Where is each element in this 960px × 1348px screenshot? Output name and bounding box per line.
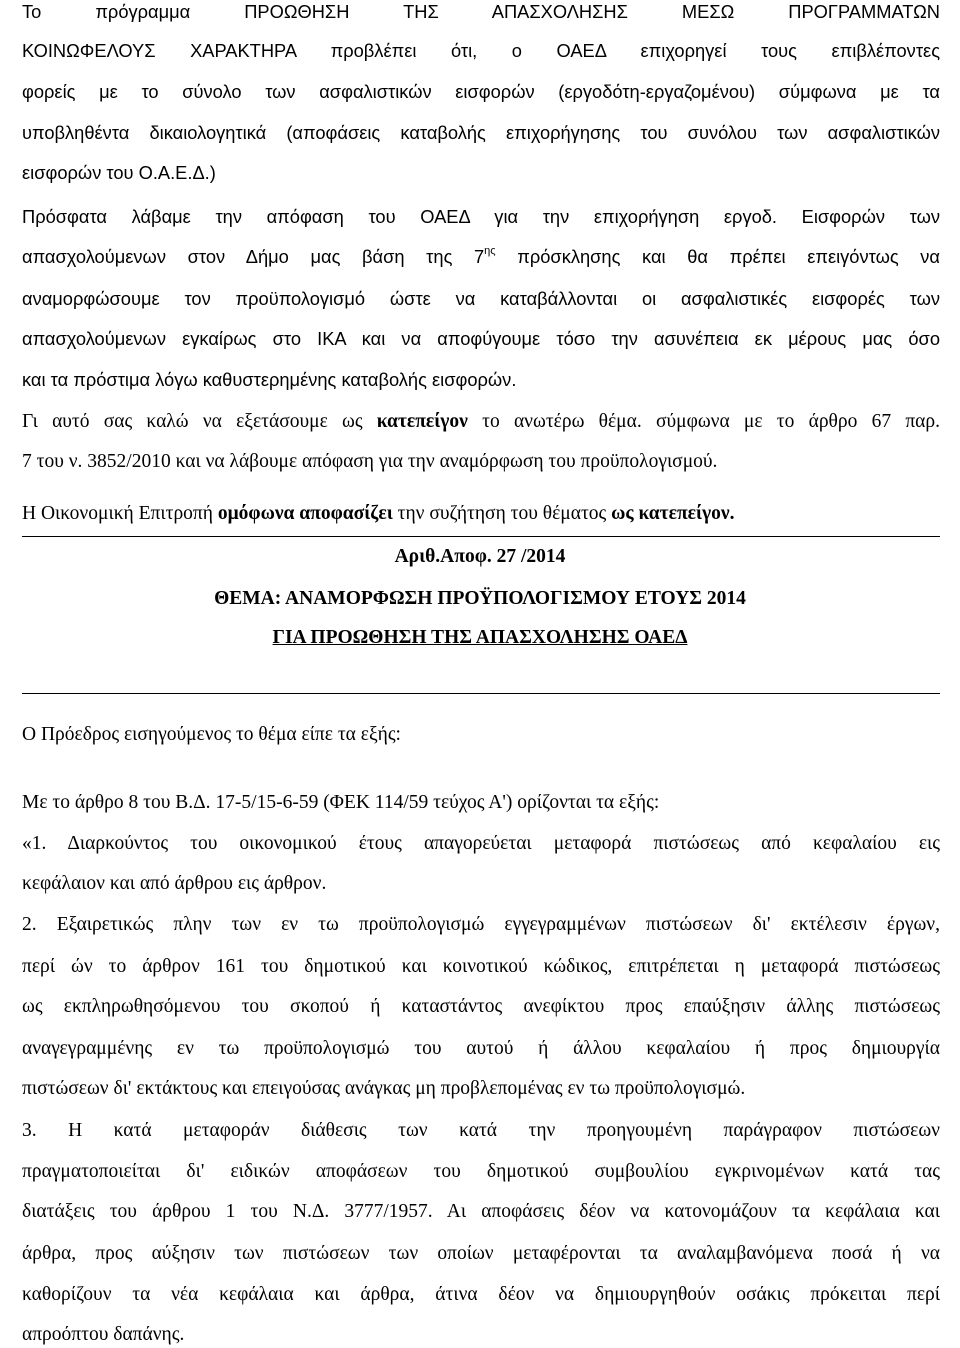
law-p3-line-5: καθορίζουν τα νέα κεφάλαια και άρθρα, άτινα δέον να δημιουργηθούν οσάκις πρόκειται περί [22,1284,940,1305]
committee-line: Η Οικονομική Επιτροπή ομόφωνα αποφασίζει την συζήτηση του θέματος ως κατεπείγον. [22,503,735,524]
law-p3-line-4: άρθρα, προς αύξησιν των πιστώσεων των οποίων μεταφέρονται τα αναλαμβανόμενα ποσά ή να [22,1243,940,1264]
law-p1-line-2: κεφάλαιον και από άρθρου εις άρθρον. [22,873,327,894]
decision-subject-line-2: ΓΙΑ ΠΡΟΩΘΗΣΗ ΤΗΣ ΑΠΑΣΧΟΛΗΣΗΣ ΟΑΕΔ [272,627,688,648]
recent-line-4: απασχολούμενων εγκαίρως στο ΙΚΑ και να αποφύγουμε τόσο την ασυνέπεια εκ μέρους μας όσο [22,328,940,349]
decision-number: Αριθ.Αποφ. 27 /2014 [394,546,566,567]
intro-line-4: υποβληθέντα δικαιολογητικά (αποφάσεις καταβολής επιχορήγησης του συνόλου των ασφαλιστικών [22,122,940,143]
ordinal-superscript: ης [484,245,496,257]
law-p2-line-3: ως εκπληρωθησόμενου του σκοπού ή καταστάντος ανεφίκτου προς επαύξησιν άλλης πιστώσεως [22,996,940,1017]
law-p3-line-1: 3. Η κατά μεταφοράν διάθεσις των κατά την προηγουμένη παράγραφον πιστώσεων [22,1120,940,1141]
president-statement: Ο Πρόεδρος εισηγούμενος το θέμα είπε τα εξής: [22,724,401,745]
urgent-line-2: 7 του ν. 3852/2010 και να λάβουμε απόφαση για την αναμόρφωση του προϋπολογισμού. [22,451,718,472]
intro-line-3: φορείς με το σύνολο των ασφαλιστικών εισφορών (εργοδότη-εργαζομένου) σύμφωνα με τα [22,81,940,102]
recent-line-3: αναμορφώσουμε τον προϋπολογισμό ώστε να καταβάλλονται οι ασφαλιστικές εισφορές των [22,288,940,309]
law-p3-line-3: διατάξεις του άρθρου 1 του Ν.Δ. 3777/1957. Αι αποφάσεις δέον να κατονομάζουν τα κεφάλαια και [22,1201,940,1222]
recent-line-1: Πρόσφατα λάβαμε την απόφαση του ΟΑΕΔ για την επιχορήγηση εργοδ. Εισφορών των [22,206,940,227]
recent-line-2: απασχολούμενων στον Δήμο μας βάση της $7^{\eta\varsigma}$ πρόσκλησης και θα πρέπει επειγόντως να [22,245,940,267]
law-p2-line-1: 2. Εξαιρετικώς πλην των εν τω προϋπολογισμώ εγγεγραμμένων πιστώσεων δι' εκτέλεσιν έργων, [22,914,940,935]
urgent-line-1: Γι αυτό σας καλώ να εξετάσουμε ως κατεπείγον το ανωτέρω θέμα. σύμφωνα με το άρθρο 67 παρ. [22,411,940,432]
law-p2-line-5: πιστώσεων δι' εκτάκτους και επειγούσας ανάγκας μη προβλεπομένας εν τω προϋπολογισμώ. [22,1078,746,1099]
law-p1-line-1: «1. Διαρκούντος του οικονομικού έτους απαγορεύεται μεταφορά πιστώσεως από κεφαλαίου εις [22,833,940,854]
law-p2-line-2: περί ών το άρθρον 161 του δημοτικού και κοινοτικού κώδικος, επιτρέπεται η μεταφορά πιστώσεως [22,956,940,977]
intro-line-1: Το πρόγραμμα ΠΡΟΩΘΗΣΗ ΤΗΣ ΑΠΑΣΧΟΛΗΣΗΣ ΜΕΣΩ ΠΡΟΓΡΑΜΜΑΤΩΝ [22,1,941,22]
law-reference: Με το άρθρο 8 του Β.Δ. 17-5/15-6-59 (ΦΕΚ 114/59 τεύχος Α') ορίζονται τα εξής: [22,792,660,813]
law-p3-line-2: πραγματοποιείται δι' ειδικών αποφάσεων του δημοτικού συμβουλίου εγκρινομένων κατά τας [22,1161,940,1182]
intro-line-2: ΚΟΙΝΩΦΕΛΟΥΣ ΧΑΡΑΚΤΗΡΑ προβλέπει ότι, ο ΟΑΕΔ επιχορηγεί τους επιβλέποντες [22,40,940,61]
law-p3-line-6: απροόπτου δαπάνης. [22,1324,185,1345]
law-p2-line-4: αναγεγραμμένης εν τω προϋπολογισμώ του αυτού ή άλλου κεφαλαίου ή προς δημιουργία [22,1038,940,1059]
recent-line-5: και τα πρόστιμα λόγω καθυστερημένης καταβολής εισφορών. [22,369,517,390]
decision-subject-line-1: ΘΕΜΑ: ΑΝΑΜΟΡΦΩΣΗ ΠΡΟΫΠΟΛΟΓΙΣΜΟΥ ΕΤΟΥΣ 2014 [214,588,746,609]
intro-line-5: εισφορών του Ο.Α.Ε.Δ.) [22,162,216,183]
